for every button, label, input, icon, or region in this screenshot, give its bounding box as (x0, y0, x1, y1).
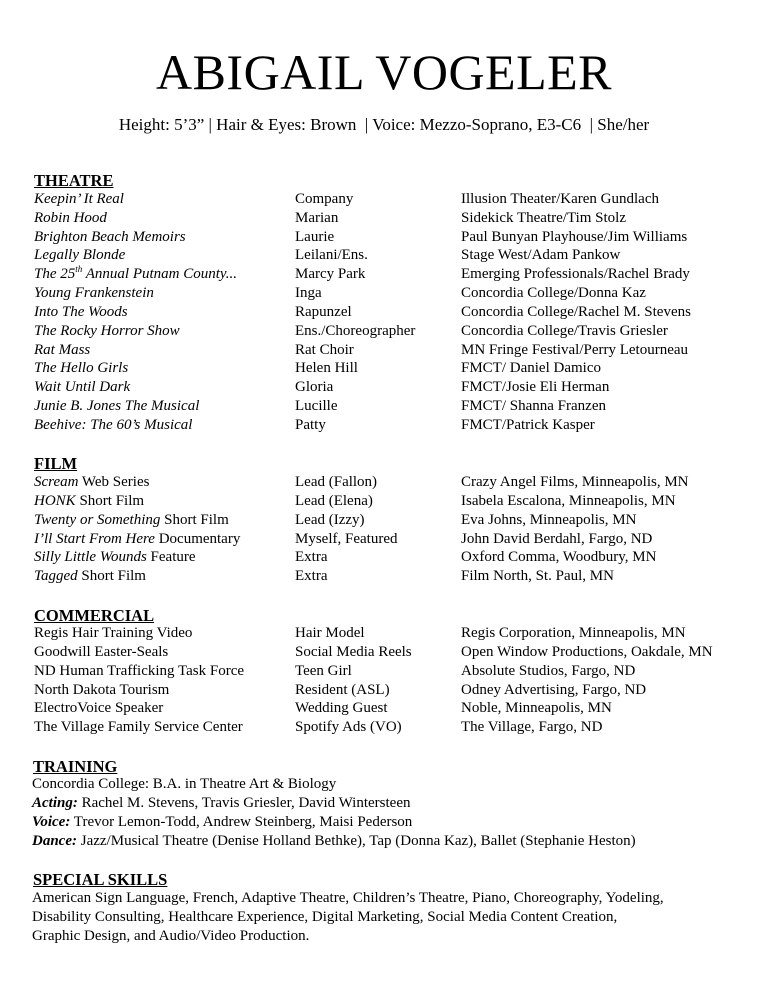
theatre-row (0, 209, 768, 228)
theatre-row (0, 284, 768, 303)
venue: Stage West/Adam Pankow (461, 247, 621, 263)
commercial-title: Goodwill Easter-Seals (34, 644, 169, 660)
show-title-post: Annual Putnam County... (82, 266, 237, 282)
venue: MN Fringe Festival/Perry Letourneau (461, 342, 689, 358)
film-title-type: Documentary (154, 531, 241, 547)
skills-line: Disability Consulting, Healthcare Experience, Digital Marketing, Social Media Content Creation, (32, 909, 618, 925)
show-title: Legally Blonde (34, 247, 126, 263)
film-title (34, 567, 146, 586)
show-title: The Rocky Horror Show (34, 323, 180, 339)
commercial-title: North Dakota Tourism (34, 682, 170, 698)
role: Myself, Featured (295, 531, 398, 547)
venue: Concordia College/Donna Kaz (461, 285, 646, 301)
role: Lead (Izzy) (295, 512, 365, 528)
venue: Crazy Angel Films, Minneapolis, MN (461, 474, 689, 490)
role: Lucille (295, 398, 338, 414)
acting-teachers: Rachel M. Stevens, Travis Griesler, David Wintersteen (77, 795, 411, 811)
venue: Emerging Professionals/Rachel Brady (461, 266, 690, 282)
commercial-row (0, 643, 768, 662)
venue: Absolute Studios, Fargo, ND (461, 663, 636, 679)
role: Company (295, 191, 354, 207)
commercial-row (0, 662, 768, 681)
theatre-row (0, 359, 768, 378)
venue: FMCT/ Daniel Damico (461, 360, 601, 376)
role: Lead (Elena) (295, 493, 373, 509)
training-voice (32, 813, 412, 832)
film-title-italic: Tagged (34, 568, 78, 584)
venue: Eva Johns, Minneapolis, MN (461, 512, 637, 528)
show-title: Beehive: The 60’s Musical (34, 417, 193, 433)
role: Patty (295, 417, 326, 433)
role: Wedding Guest (295, 700, 388, 716)
venue: Regis Corporation, Minneapolis, MN (461, 625, 686, 641)
voice-teachers: Trevor Lemon-Todd, Andrew Steinberg, Maisi Pederson (70, 814, 413, 830)
show-title: Robin Hood (34, 210, 107, 226)
training-degree: Concordia College: B.A. in Theatre Art & Biology (32, 776, 337, 792)
role: Laurie (295, 229, 335, 245)
theatre-row (0, 416, 768, 435)
theatre-row (0, 322, 768, 341)
venue: Isabela Escalona, Minneapolis, MN (461, 493, 676, 509)
film-title-type: Short Film (77, 568, 146, 584)
theatre-row (0, 378, 768, 397)
film-row (0, 530, 768, 549)
role: Helen Hill (295, 360, 358, 376)
show-title: Wait Until Dark (34, 379, 131, 395)
training-heading: TRAINING (33, 757, 118, 776)
venue: FMCT/Patrick Kasper (461, 417, 595, 433)
commercial-row (0, 718, 768, 737)
role: Teen Girl (295, 663, 352, 679)
show-title: The Hello Girls (34, 360, 129, 376)
show-title (34, 265, 237, 284)
role: Extra (295, 568, 328, 584)
role: Rapunzel (295, 304, 352, 320)
show-title-pre: The 25 (34, 266, 76, 282)
role: Extra (295, 549, 328, 565)
commercial-row (0, 681, 768, 700)
venue: Concordia College/Rachel M. Stevens (461, 304, 691, 320)
theatre-heading: THEATRE (34, 171, 114, 190)
commercial-title: The Village Family Service Center (34, 719, 243, 735)
film-title (34, 548, 196, 567)
film-title-italic: HONK (34, 493, 76, 509)
theatre-row (0, 303, 768, 322)
venue: FMCT/ Shanna Franzen (461, 398, 606, 414)
commercial-row (0, 699, 768, 718)
role: Leilani/Ens. (295, 247, 368, 263)
theatre-row (0, 341, 768, 360)
role: Ens./Choreographer (295, 323, 416, 339)
venue: Oxford Comma, Woodbury, MN (461, 549, 657, 565)
training-dance (32, 832, 636, 851)
role: Gloria (295, 379, 334, 395)
venue: Paul Bunyan Playhouse/Jim Williams (461, 229, 688, 245)
film-row (0, 548, 768, 567)
film-title (34, 530, 240, 549)
role: Marian (295, 210, 339, 226)
acting-label: Acting: (32, 795, 78, 811)
stats-line: Height: 5’3” | Hair & Eyes: Brown | Voice: Mezzo-Soprano, E3-C6 | She/her (118, 115, 650, 134)
voice-label: Voice: (32, 814, 71, 830)
venue: Open Window Productions, Oakdale, MN (461, 644, 713, 660)
film-row (0, 511, 768, 530)
venue: FMCT/Josie Eli Herman (461, 379, 610, 395)
film-row (0, 492, 768, 511)
commercial-heading: COMMERCIAL (34, 606, 155, 625)
show-title: Rat Mass (34, 342, 91, 358)
theatre-row (0, 228, 768, 247)
film-title-type: Feature (146, 549, 196, 565)
commercial-title: Regis Hair Training Video (34, 625, 193, 641)
venue: The Village, Fargo, ND (461, 719, 603, 735)
venue: Illusion Theater/Karen Gundlach (461, 191, 659, 207)
venue: Odney Advertising, Fargo, ND (461, 682, 647, 698)
role: Resident (ASL) (295, 682, 390, 698)
venue: John David Berdahl, Fargo, ND (461, 531, 653, 547)
film-title-type: Web Series (78, 474, 150, 490)
film-title-italic: Twenty or Something (34, 512, 161, 528)
venue: Concordia College/Travis Griesler (461, 323, 668, 339)
theatre-row (0, 397, 768, 416)
film-title-type: Short Film (75, 493, 145, 509)
role: Spotify Ads (VO) (295, 719, 402, 735)
dance-teachers: Jazz/Musical Theatre (Denise Holland Bethke), Tap (Donna Kaz), Ballet (Stephanie Heston) (77, 833, 636, 849)
dance-label: Dance: (32, 833, 77, 849)
film-title-italic: Silly Little Wounds (34, 549, 147, 565)
commercial-row (0, 624, 768, 643)
theatre-row (0, 265, 768, 284)
venue: Noble, Minneapolis, MN (461, 700, 612, 716)
venue: Film North, St. Paul, MN (461, 568, 614, 584)
show-title: Keepin’ It Real (34, 191, 124, 207)
commercial-title: ElectroVoice Speaker (34, 700, 164, 716)
film-heading: FILM (34, 454, 78, 473)
film-row (0, 473, 768, 492)
commercial-title: ND Human Trafficking Task Force (34, 663, 245, 679)
film-title (34, 473, 149, 492)
film-title-type: Short Film (160, 512, 229, 528)
show-title-sup: th (75, 264, 83, 274)
role: Marcy Park (295, 266, 366, 282)
skills-heading: SPECIAL SKILLS (33, 870, 168, 889)
show-title: Junie B. Jones The Musical (34, 398, 200, 414)
skills-line: Graphic Design, and Audio/Video Production. (32, 928, 310, 944)
film-title (34, 492, 144, 511)
film-title-italic: Scream (34, 474, 79, 490)
training-acting (32, 794, 410, 813)
film-row (0, 567, 768, 586)
resume-name: ABIGAIL VOGELER (155, 44, 613, 100)
show-title: Into The Woods (34, 304, 128, 320)
skills-line: American Sign Language, French, Adaptive Theatre, Children’s Theatre, Piano, Choreography, Yodeling, (32, 890, 664, 906)
role: Lead (Fallon) (295, 474, 378, 490)
film-title-italic: I’ll Start From Here (34, 531, 155, 547)
show-title: Young Frankenstein (34, 285, 154, 301)
role: Hair Model (295, 625, 365, 641)
theatre-row (0, 246, 768, 265)
film-title (34, 511, 229, 530)
venue: Sidekick Theatre/Tim Stolz (461, 210, 626, 226)
role: Rat Choir (295, 342, 354, 358)
role: Social Media Reels (295, 644, 412, 660)
theatre-row (0, 190, 768, 209)
role: Inga (295, 285, 322, 301)
show-title: Brighton Beach Memoirs (34, 229, 186, 245)
